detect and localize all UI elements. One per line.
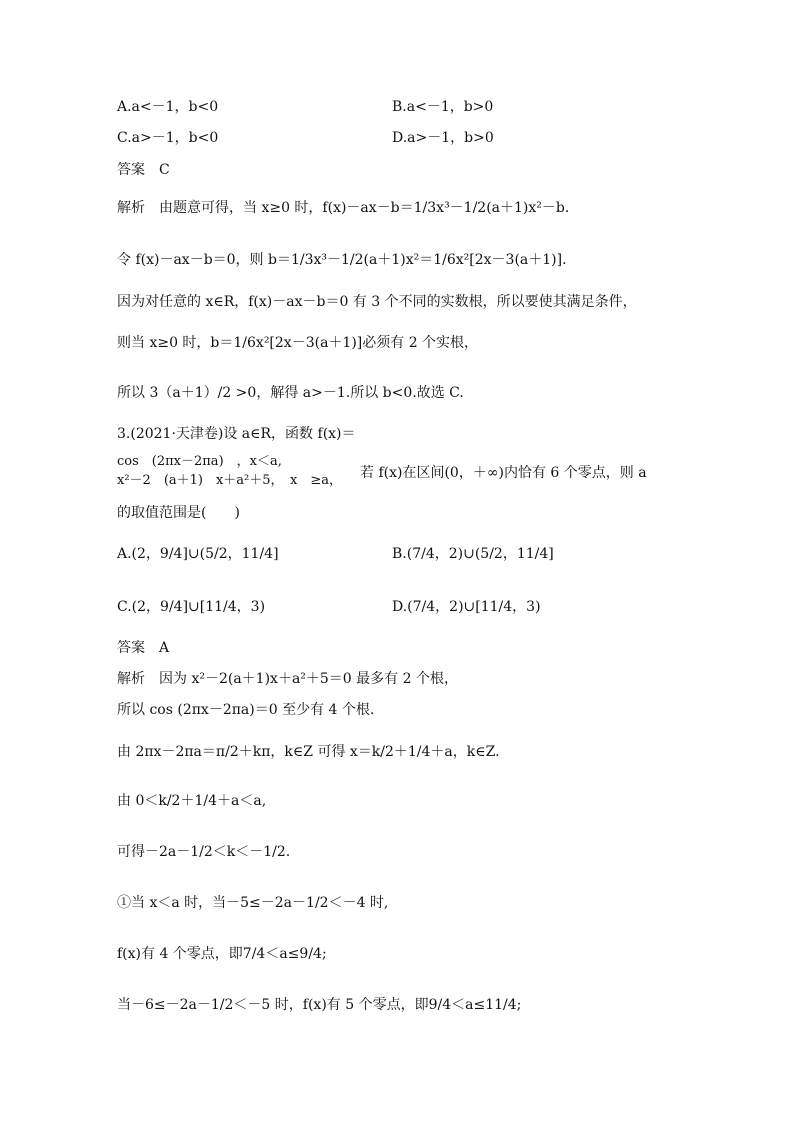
option-c: C.(2，9/4]∪[11/4，3) xyxy=(117,599,266,615)
option-a-prev: A.a<－1，b<0 xyxy=(117,99,219,115)
analysis-2-line-7: f(x)有 4 个零点，即7/4＜a≤9/4; xyxy=(117,946,327,962)
analysis-1-line-4: 则当 x≥0 时，b＝1/6x²[2x－3(a＋1)]必须有 2 个实根， xyxy=(117,335,479,351)
question-3-stem-line-1: 3.(2021·天津卷)设 a∈R，函数 f(x)＝ xyxy=(117,426,356,442)
option-d: D.(7/4，2)∪[11/4，3) xyxy=(392,599,541,615)
option-b: B.(7/4，2)∪(5/2，11/4] xyxy=(392,546,554,562)
analysis-2-line-5: 可得－2a－1/2＜k＜－1/2. xyxy=(117,844,291,860)
analysis-1-line-5: 所以 3（a＋1）/2 >0，解得 a>－1.所以 b<0.故选 C. xyxy=(117,385,464,401)
analysis-2-line-2: 所以 cos (2πx－2πa)＝0 至少有 4 个根. xyxy=(117,702,375,718)
option-a: A.(2，9/4]∪(5/2，11/4] xyxy=(117,546,279,562)
analysis-1-line-2: 令 f(x)－ax－b＝0，则 b＝1/3x³－1/2(a＋1)x²＝1/6x²[2x－3(a＋1)]. xyxy=(117,252,567,268)
analysis-1-line-1: 解析 由题意可得，当 x≥0 时，f(x)－ax－b＝1/3x³－1/2(a＋1)x²－b. xyxy=(117,200,570,216)
piece-top: cos (2πx－2πa) ，x＜a, xyxy=(117,454,282,469)
analysis-1-line-3: 因为对任意的 x∈R，f(x)－ax－b＝0 有 3 个不同的实数根，所以要使其满足条件， xyxy=(117,294,637,310)
analysis-2-line-4: 由 0＜k/2＋1/4＋a＜a, xyxy=(117,793,267,809)
piece-bottom: x²－2 (a＋1) x＋a²＋5， x ≥a， xyxy=(117,473,343,488)
option-c-prev: C.a>－1，b<0 xyxy=(117,130,219,146)
analysis-2-line-6: ①当 x＜a 时，当－5≤－2a－1/2＜－4 时, xyxy=(117,895,389,911)
piecewise-function xyxy=(117,452,342,490)
analysis-2-line-3: 由 2πx－2πa＝π/2＋kπ，k∈Z 可得 x＝k/2＋1/4＋a，k∈Z. xyxy=(117,744,500,760)
analysis-2-line-8: 当－6≤－2a－1/2＜－5 时，f(x)有 5 个零点，即9/4＜a≤11/4; xyxy=(117,997,522,1013)
option-b-prev: B.a<－1，b>0 xyxy=(392,99,494,115)
option-d-prev: D.a>－1，b>0 xyxy=(392,130,494,146)
answer-label-2: 答案 A xyxy=(117,640,170,656)
analysis-2-line-1: 解析 因为 x²－2(a＋1)x＋a²＋5＝0 最多有 2 个根， xyxy=(117,671,458,687)
question-3-stem-tail: 若 f(x)在区间(0，＋∞)内恰有 6 个零点，则 a xyxy=(360,465,647,481)
question-3-stem-line-3: 的取值范围是( ) xyxy=(117,505,240,521)
answer-label-1: 答案 C xyxy=(117,162,170,178)
